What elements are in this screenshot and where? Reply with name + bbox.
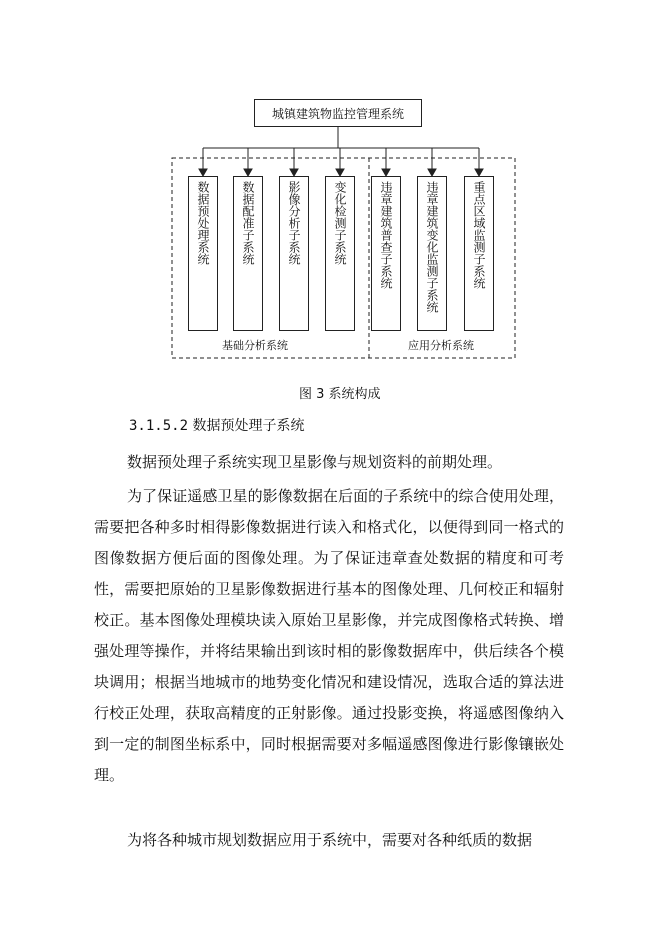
- paragraph-2: 为了保证遥感卫星的影像数据在后面的子系统中的综合使用处理，需要把各种多时相得影像数据进行读入和格式化，以便得到同一格式的图像数据方便后面的图像处理。为了保证违章查处数据的精度和可考性，需要把原始的卫星影像数据进行基本的图像处理、几何校正和辐射校正。基本图像处理模块读入原始卫星影像，并完成图像格式转换、增强处理等操作，并将结果输出到该时相的影像数据库中，供后续各个模块调用；根据当地城市的地势变化情况和建设情况，选取合适的算法进行校正处理，获取高精度的正射影像。通过投影变换，将遥感图像纳入到一定的制图坐标系中，同时根据需要对多幅遥感图像进行影像镶嵌处理。: [94, 487, 564, 784]
- subsystem-box-7: [464, 176, 494, 331]
- paragraph-1: 数据预处理子系统实现卫星影像与规划资料的前期处理。: [127, 453, 503, 471]
- figure-caption: 图 3 系统构成: [299, 387, 381, 402]
- subsystem-label-2: 数据配准子系统: [241, 181, 255, 265]
- section-title: 数据预处理子系统: [192, 418, 305, 434]
- subsystem-box-1: [188, 176, 218, 331]
- subsystem-label-7: 重点区域监测子系统: [472, 181, 486, 289]
- subsystem-label-5: 违章建筑普查子系统: [379, 181, 393, 289]
- subsystem-label-3: 影像分析子系统: [287, 181, 301, 265]
- subsystem-label-4: 变化检测子系统: [333, 181, 347, 265]
- root-system-label: 城镇建筑物监控管理系统: [271, 106, 404, 121]
- paragraph-3: 为将各种城市规划数据应用于系统中，需要对各种纸质的数据: [127, 831, 533, 849]
- subsystem-box-3: [279, 176, 309, 331]
- subsystem-label-6: 违章建筑变化监测子系统: [425, 181, 439, 313]
- root-system-box: [254, 99, 422, 127]
- subsystem-box-5: [371, 176, 401, 331]
- drop-arrows: [199, 148, 483, 176]
- subsystem-box-4: [325, 176, 355, 331]
- subsystem-label-1: 数据预处理系统: [196, 181, 210, 265]
- section-number: 3.1.5.2: [129, 418, 189, 434]
- subsystem-box-6: [417, 176, 447, 331]
- section-heading: [129, 415, 304, 435]
- app-group-label: 应用分析系统: [408, 339, 474, 352]
- basic-group-label: 基础分析系统: [222, 339, 288, 352]
- subsystem-box-2: [233, 176, 263, 331]
